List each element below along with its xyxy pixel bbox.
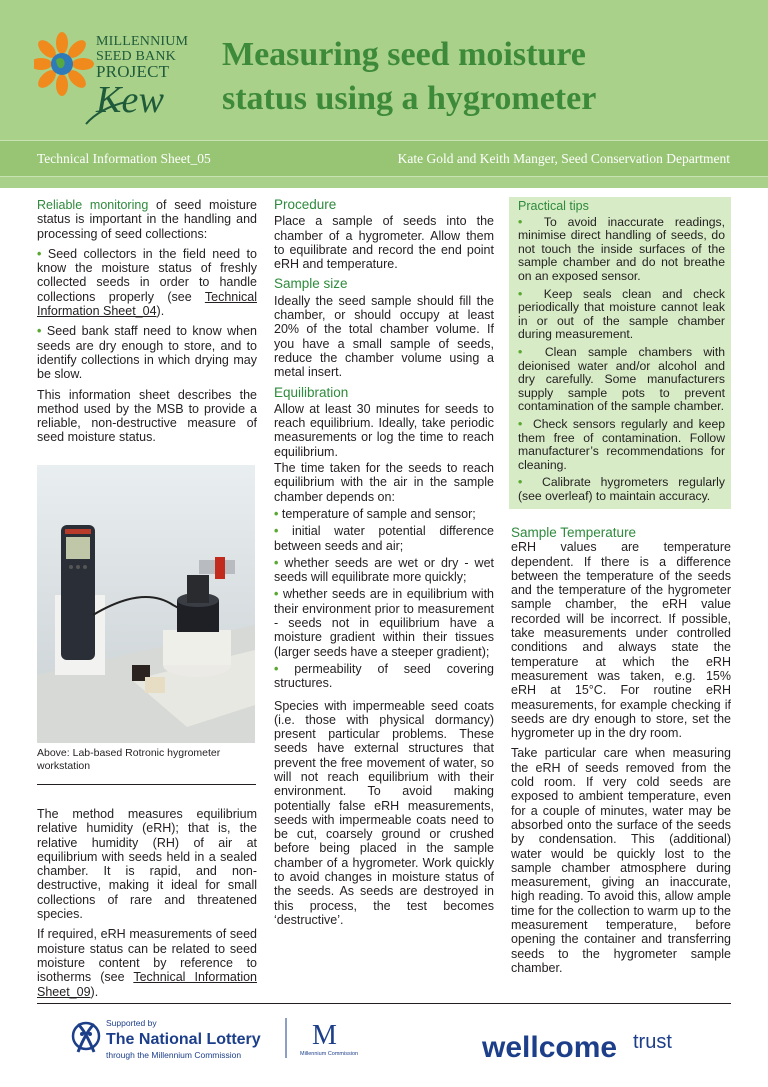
bullet-dot-icon: • <box>518 286 523 301</box>
tip-item <box>518 476 725 503</box>
commission-logo-letter: M <box>312 1020 337 1051</box>
procedure-text: Place a sample of seeds into the chamber of a hygrometer. Allow them to equilibrate and record the end point eRH and temperature. <box>274 214 494 272</box>
trust-logo: trust <box>633 1031 672 1053</box>
sheet-09-link[interactable]: Technical Information Sheet_09 <box>37 970 257 999</box>
bullet-dot-icon: • <box>518 214 523 229</box>
tip-item <box>518 216 725 284</box>
temperature-text-1: eRH values are temperature dependent. If there is a difference between the temperature of the seeds and the temperature of the hygrometer sample chamber, the eRH value recorded will be incorrect. If possible, take measurements under controlled conditions and always state the temperature at which the eRH measurement was taken, e.g. 15% eRH at 15°C. For routine eRH measurements, for example checking if seeds are dry enough to store, set the hygrometer up in the dry room. <box>511 540 731 741</box>
bullet-collectors-end: ). <box>156 304 165 319</box>
bullet-staff <box>37 324 257 381</box>
logo-wordmark <box>96 34 188 119</box>
heading-sample-temperature: Sample Temperature <box>511 525 637 540</box>
bullet-dot-icon: • <box>518 475 523 490</box>
bullet-dot-icon: • <box>274 506 279 521</box>
intro-lead: Reliable monitoring <box>37 198 149 212</box>
list-item-text: temperature of sample and sensor; <box>281 506 476 521</box>
logo-line-1: MILLENNIUM <box>96 34 189 49</box>
impermeable-text: Species with impermeable seed coats (i.e. those with physical dormancy) present particular problems. These seeds have external structures that prevent the free movement of water, so will not reach equilibrium with their environment. To avoid making potentially false eRH measurements, seeds with impermeable coats need to be cut, coarsely ground or crushed before being placed in the sample chamber of a hygrometer. Work quickly to avoid changes in moisture status of the seeds. As seeds are destroyed in this process, the test becomes ‘destructive’. <box>274 698 494 927</box>
tip-item <box>518 346 725 414</box>
list-item-text: whether seeds are wet or dry - wet seeds will equilibrate more quickly; <box>274 555 494 585</box>
intro-paragraph <box>37 198 257 241</box>
title-line-2: status using a hygrometer <box>222 80 597 117</box>
heading-equilibration: Equilibration <box>274 384 349 400</box>
list-item-text: whether seeds are in equilibrium with their environment prior to measurement - seeds not in equilibrium have a moisture gradient within their tissues (larger seeds have a steeper gradient); <box>274 587 494 659</box>
equilibration-text-2: The time taken for the seeds to reach equilibrium with the air in the sample chamber depends on: <box>274 461 494 504</box>
commission-name: Millennium Commission <box>300 1051 359 1057</box>
bullet-dot-icon: • <box>518 344 523 359</box>
method-paragraph: The method measures equilibrium relative humidity (eRH); that is, the relative humidity (RH) of air at equilibrium with seeds held in a sealed chamber. It is rapid, and non-destructive, making it ideal for small collections of rare and threatened species. <box>37 807 257 922</box>
bullet-dot-icon: • <box>37 324 42 339</box>
title-line-1: Measuring seed moisture <box>222 36 586 73</box>
wellcome-logo: wellcome <box>482 1031 618 1064</box>
isotherm-end: ). <box>90 984 99 999</box>
bullet-collectors-text: Seed collectors in the field need to know the moisture status of freshly collected seeds in order to handle collections properly (see <box>37 246 257 304</box>
divider <box>37 784 256 785</box>
logo-line-3: PROJECT <box>96 62 170 81</box>
temperature-text-2: Take particular care when measuring the eRH of seeds removed from the cold room. If very cold seeds are exposed to ambient temperature, even for a couple of minutes, water may be absorbed onto the surface of the seeds by condensation. This (additional) water would be quickly lost to the sample chamber atmosphere during measurement, giving an inaccurate, high reading. To avoid this, allow ample time for the collection to warm up to the measurement temperature, before opening the container and transferring seeds to the hygrometer sample chamber. <box>511 746 731 975</box>
tip-item <box>518 418 725 472</box>
list-item <box>274 662 494 691</box>
isotherm-paragraph <box>37 927 257 998</box>
tip-item <box>518 288 725 342</box>
tip-text: Keep seals clean and check periodically that moisture cannot leak in or out of the sample chamber during measurement. <box>518 286 725 342</box>
list-item <box>274 524 494 553</box>
photo-caption: Above: Lab-based Rotronic hygrometer workstation <box>37 747 221 772</box>
equilibration-text-1: Allow at least 30 minutes for seeds to reach equilibrium. Ideally, take periodic measurements or log the time to reach equilibrium. <box>274 401 494 459</box>
tip-text: To avoid inaccurate readings, minimise direct handling of seeds, do not touch the inside surfaces of the sample chamber and do not breathe on an exposed sensor. <box>518 214 725 283</box>
isotherm-text: If required, eRH measurements of seed moisture status can be related to seed moisture content by reference to isotherms (see <box>37 927 257 985</box>
tip-text: Check sensors regularly and keep them free of contamination. Follow manufacturer’s recommendations for cleaning. <box>518 416 725 472</box>
tips-heading: Practical tips <box>518 199 589 213</box>
authors: Kate Gold and Keith Manger, Seed Conservation Department <box>397 151 730 166</box>
list-item-text: permeability of seed covering structures. <box>274 661 494 691</box>
bullet-dot-icon: • <box>274 555 279 570</box>
bullet-dot-icon: • <box>274 661 279 676</box>
tip-text: Calibrate hygrometers regularly (see overleaf) to maintain accuracy. <box>518 475 725 503</box>
column-1-lower <box>37 807 257 1005</box>
column-1 <box>37 198 257 451</box>
supported-by: Supported by <box>106 1018 157 1028</box>
bullet-dot-icon: • <box>518 416 523 431</box>
lottery-subtitle: through the Millennium Commission <box>106 1050 242 1060</box>
sample-size-text: Ideally the seed sample should fill the chamber, or should occupy at least 20% of the total chamber volume. If you have a small sample of seeds, reduce the chamber volume using a metal insert. <box>274 293 494 380</box>
column-2 <box>274 198 494 933</box>
sheet-number: Technical Information Sheet_05 <box>37 151 211 166</box>
heading-procedure: Procedure <box>274 197 337 212</box>
bullet-staff-text: Seed bank staff need to know when seeds are dry enough to store, and to identify collections in which drying may be slow. <box>37 324 257 382</box>
logo-line-2: SEED BANK <box>96 49 176 64</box>
bullet-dot-icon: • <box>274 587 279 602</box>
column-3 <box>511 526 731 981</box>
logo-kew: Kew <box>96 79 165 121</box>
description-paragraph: This information sheet describes the method used by the MSB to provide a reliable, non-destructive measure of seed moisture status. <box>37 387 257 445</box>
practical-tips-box <box>509 197 731 509</box>
bullet-dot-icon: • <box>274 524 279 539</box>
hygrometer-photo <box>37 465 255 743</box>
sheet-info-bar <box>0 140 768 177</box>
list-item-text: initial water potential difference between seeds and air; <box>274 524 494 553</box>
footer <box>0 1010 768 1087</box>
sunflower-icon <box>34 32 94 96</box>
list-item <box>274 556 494 585</box>
bullet-collectors <box>37 247 257 318</box>
footer-divider <box>37 1003 731 1004</box>
page-title <box>222 33 742 121</box>
sponsor-logos <box>0 1010 768 1087</box>
hygrometer-workstation-image <box>37 465 255 743</box>
list-item <box>274 507 494 521</box>
crossed-fingers-icon <box>73 1023 99 1052</box>
bullet-dot-icon: • <box>37 246 42 261</box>
sheet-04-link[interactable]: Technical Information Sheet_04 <box>37 289 257 319</box>
intro-rest: of seed moisture status is important in the handling and processing of seed collections: <box>37 198 257 241</box>
tip-text: Clean sample chambers with deionised water and/or alcohol and dry carefully. Some manufacturers supply sample pots to prevent contamination of the sample chamber. <box>518 344 725 414</box>
national-lottery: The National Lottery <box>106 1031 261 1048</box>
heading-sample-size: Sample size <box>274 276 348 292</box>
list-item <box>274 587 494 658</box>
